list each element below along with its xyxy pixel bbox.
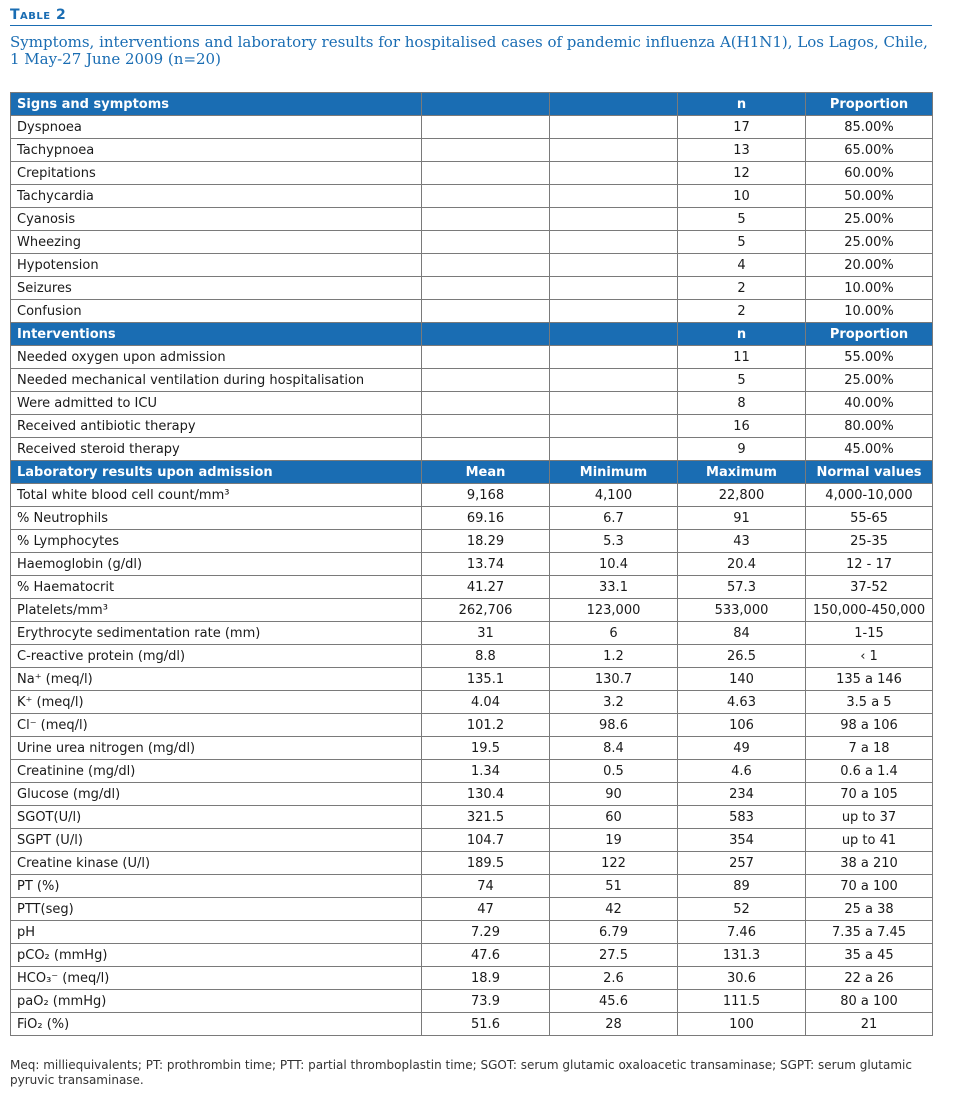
cell-value: up to 41: [806, 829, 933, 852]
cell-value: 122: [550, 852, 678, 875]
section-title: Signs and symptoms: [11, 93, 422, 116]
cell-value: 70 a 100: [806, 875, 933, 898]
cell-value: 135.1: [422, 668, 550, 691]
cell-value: 16: [678, 415, 806, 438]
cell-value: [550, 369, 678, 392]
cell-value: 583: [678, 806, 806, 829]
cell-value: 65.00%: [806, 139, 933, 162]
cell-value: 49: [678, 737, 806, 760]
section-title: Interventions: [11, 323, 422, 346]
cell-value: 13: [678, 139, 806, 162]
cell-value: 47.6: [422, 944, 550, 967]
cell-value: 41.27: [422, 576, 550, 599]
cell-value: 69.16: [422, 507, 550, 530]
cell-value: 9: [678, 438, 806, 461]
cell-value: 98.6: [550, 714, 678, 737]
cell-value: 257: [678, 852, 806, 875]
cell-value: 20.4: [678, 553, 806, 576]
cell-value: 150,000-450,000: [806, 599, 933, 622]
column-header: n: [678, 93, 806, 116]
cell-value: [422, 300, 550, 323]
table-row: [11, 162, 933, 185]
row-label: Seizures: [11, 277, 422, 300]
cell-value: 135 a 146: [806, 668, 933, 691]
cell-value: [550, 208, 678, 231]
cell-value: 234: [678, 783, 806, 806]
cell-value: 37-52: [806, 576, 933, 599]
table-row: [11, 990, 933, 1013]
column-header: [550, 323, 678, 346]
cell-value: 35 a 45: [806, 944, 933, 967]
cell-value: ‹ 1: [806, 645, 933, 668]
cell-value: 45.00%: [806, 438, 933, 461]
cell-value: 4.04: [422, 691, 550, 714]
table-row: [11, 737, 933, 760]
cell-value: 4: [678, 254, 806, 277]
cell-value: [550, 162, 678, 185]
cell-value: 4.63: [678, 691, 806, 714]
cell-value: [550, 116, 678, 139]
table-row: [11, 691, 933, 714]
row-label: Confusion: [11, 300, 422, 323]
cell-value: 6.7: [550, 507, 678, 530]
table-row: [11, 783, 933, 806]
cell-value: 140: [678, 668, 806, 691]
row-label: Total white blood cell count/mm³: [11, 484, 422, 507]
cell-value: 55.00%: [806, 346, 933, 369]
row-label: % Lymphocytes: [11, 530, 422, 553]
cell-value: 38 a 210: [806, 852, 933, 875]
row-label: Erythrocyte sedimentation rate (mm): [11, 622, 422, 645]
cell-value: 10.00%: [806, 300, 933, 323]
column-header: Normal values: [806, 461, 933, 484]
row-label: Urine urea nitrogen (mg/dl): [11, 737, 422, 760]
cell-value: [422, 185, 550, 208]
title-rule: [10, 25, 932, 26]
cell-value: 45.6: [550, 990, 678, 1013]
row-label: Creatine kinase (U/l): [11, 852, 422, 875]
cell-value: 74: [422, 875, 550, 898]
table-row: [11, 806, 933, 829]
cell-value: [422, 369, 550, 392]
table-row: [11, 645, 933, 668]
row-label: PT (%): [11, 875, 422, 898]
cell-value: 89: [678, 875, 806, 898]
table-row: [11, 714, 933, 737]
table-row: [11, 507, 933, 530]
table-row: [11, 829, 933, 852]
row-label: pH: [11, 921, 422, 944]
section-title: Laboratory results upon admission: [11, 461, 422, 484]
cell-value: 19.5: [422, 737, 550, 760]
column-header: n: [678, 323, 806, 346]
cell-value: 101.2: [422, 714, 550, 737]
cell-value: 55-65: [806, 507, 933, 530]
table-row: [11, 576, 933, 599]
table-row: [11, 415, 933, 438]
table-row: [11, 760, 933, 783]
row-label: FiO₂ (%): [11, 1013, 422, 1036]
cell-value: 98 a 106: [806, 714, 933, 737]
cell-value: 25.00%: [806, 231, 933, 254]
cell-value: 31: [422, 622, 550, 645]
row-label: Crepitations: [11, 162, 422, 185]
row-label: PTT(seg): [11, 898, 422, 921]
cell-value: 27.5: [550, 944, 678, 967]
table-row: [11, 852, 933, 875]
cell-value: 12 - 17: [806, 553, 933, 576]
cell-value: 130.7: [550, 668, 678, 691]
cell-value: 7.29: [422, 921, 550, 944]
cell-value: 85.00%: [806, 116, 933, 139]
table-row: [11, 668, 933, 691]
row-label: Were admitted to ICU: [11, 392, 422, 415]
cell-value: 18.29: [422, 530, 550, 553]
row-label: SGOT(U/l): [11, 806, 422, 829]
cell-value: 5: [678, 208, 806, 231]
row-label: Na⁺ (meq/l): [11, 668, 422, 691]
cell-value: 50.00%: [806, 185, 933, 208]
table-row: [11, 898, 933, 921]
cell-value: [422, 415, 550, 438]
cell-value: [422, 392, 550, 415]
cell-value: 0.5: [550, 760, 678, 783]
cell-value: 4,100: [550, 484, 678, 507]
table-row: [11, 622, 933, 645]
column-header: Maximum: [678, 461, 806, 484]
row-label: K⁺ (meq/l): [11, 691, 422, 714]
row-label: SGPT (U/l): [11, 829, 422, 852]
cell-value: 26.5: [678, 645, 806, 668]
table-row: [11, 185, 933, 208]
cell-value: 6.79: [550, 921, 678, 944]
cell-value: 2.6: [550, 967, 678, 990]
cell-value: 5: [678, 369, 806, 392]
row-label: Tachypnoea: [11, 139, 422, 162]
cell-value: 42: [550, 898, 678, 921]
cell-value: 12: [678, 162, 806, 185]
cell-value: 52: [678, 898, 806, 921]
row-label: pCO₂ (mmHg): [11, 944, 422, 967]
table-row: [11, 530, 933, 553]
table-row: [11, 1013, 933, 1036]
cell-value: 2: [678, 277, 806, 300]
cell-value: 1.34: [422, 760, 550, 783]
cell-value: 4.6: [678, 760, 806, 783]
cell-value: 533,000: [678, 599, 806, 622]
cell-value: 5.3: [550, 530, 678, 553]
cell-value: [550, 185, 678, 208]
cell-value: 22,800: [678, 484, 806, 507]
cell-value: 30.6: [678, 967, 806, 990]
section-header-row: [11, 93, 933, 116]
cell-value: 25-35: [806, 530, 933, 553]
cell-value: 1-15: [806, 622, 933, 645]
column-header: Proportion: [806, 323, 933, 346]
row-label: Dyspnoea: [11, 116, 422, 139]
row-label: Tachycardia: [11, 185, 422, 208]
cell-value: [550, 139, 678, 162]
row-label: Needed oxygen upon admission: [11, 346, 422, 369]
cell-value: 3.2: [550, 691, 678, 714]
cell-value: 80 a 100: [806, 990, 933, 1013]
cell-value: 10.4: [550, 553, 678, 576]
table-row: [11, 139, 933, 162]
row-label: % Neutrophils: [11, 507, 422, 530]
cell-value: 25.00%: [806, 369, 933, 392]
cell-value: 80.00%: [806, 415, 933, 438]
cell-value: 73.9: [422, 990, 550, 1013]
row-label: C-reactive protein (mg/dl): [11, 645, 422, 668]
cell-value: 90: [550, 783, 678, 806]
cell-value: 0.6 a 1.4: [806, 760, 933, 783]
column-header: Proportion: [806, 93, 933, 116]
table-row: [11, 208, 933, 231]
table-row: [11, 553, 933, 576]
section-header-row: [11, 323, 933, 346]
cell-value: [422, 139, 550, 162]
table-row: [11, 921, 933, 944]
row-label: paO₂ (mmHg): [11, 990, 422, 1013]
cell-value: 19: [550, 829, 678, 852]
row-label: Creatinine (mg/dl): [11, 760, 422, 783]
cell-value: [550, 438, 678, 461]
cell-value: 4,000-10,000: [806, 484, 933, 507]
cell-value: 7 a 18: [806, 737, 933, 760]
row-label: Received antibiotic therapy: [11, 415, 422, 438]
cell-value: 7.35 a 7.45: [806, 921, 933, 944]
cell-value: [550, 392, 678, 415]
column-header: [422, 93, 550, 116]
cell-value: [550, 231, 678, 254]
table-label: Table 2: [10, 7, 67, 23]
cell-value: 354: [678, 829, 806, 852]
table-row: [11, 369, 933, 392]
table-row: [11, 231, 933, 254]
row-label: Cyanosis: [11, 208, 422, 231]
cell-value: 25 a 38: [806, 898, 933, 921]
row-label: Cl⁻ (meq/l): [11, 714, 422, 737]
cell-value: 10: [678, 185, 806, 208]
cell-value: 60.00%: [806, 162, 933, 185]
table-row: [11, 438, 933, 461]
cell-value: 189.5: [422, 852, 550, 875]
table-title-block: [10, 6, 932, 68]
cell-value: 8.4: [550, 737, 678, 760]
cell-value: 8.8: [422, 645, 550, 668]
cell-value: [550, 415, 678, 438]
section-header-row: [11, 461, 933, 484]
table-row: [11, 944, 933, 967]
cell-value: 111.5: [678, 990, 806, 1013]
table-row: [11, 116, 933, 139]
cell-value: 1.2: [550, 645, 678, 668]
row-label: Hypotension: [11, 254, 422, 277]
cell-value: 13.74: [422, 553, 550, 576]
cell-value: 25.00%: [806, 208, 933, 231]
cell-value: 131.3: [678, 944, 806, 967]
cell-value: [422, 254, 550, 277]
cell-value: 321.5: [422, 806, 550, 829]
cell-value: [422, 162, 550, 185]
cell-value: [422, 277, 550, 300]
cell-value: 70 a 105: [806, 783, 933, 806]
row-label: Platelets/mm³: [11, 599, 422, 622]
cell-value: [422, 438, 550, 461]
cell-value: 11: [678, 346, 806, 369]
cell-value: 51: [550, 875, 678, 898]
cell-value: 123,000: [550, 599, 678, 622]
cell-value: [422, 346, 550, 369]
results-table: [10, 92, 933, 1036]
cell-value: 60: [550, 806, 678, 829]
cell-value: [550, 254, 678, 277]
cell-value: 20.00%: [806, 254, 933, 277]
table-row: [11, 300, 933, 323]
table-row: [11, 875, 933, 898]
cell-value: 43: [678, 530, 806, 553]
cell-value: up to 37: [806, 806, 933, 829]
cell-value: [422, 208, 550, 231]
cell-value: 3.5 a 5: [806, 691, 933, 714]
cell-value: 17: [678, 116, 806, 139]
table-caption: Symptoms, interventions and laboratory results for hospitalised cases of pandemic influenza A(H1N1), Los Lagos, Chile, 1 May-27 June 2009 (n=20): [10, 33, 928, 68]
cell-value: 262,706: [422, 599, 550, 622]
table-row: [11, 254, 933, 277]
cell-value: [422, 231, 550, 254]
cell-value: 33.1: [550, 576, 678, 599]
cell-value: 8: [678, 392, 806, 415]
cell-value: 28: [550, 1013, 678, 1036]
row-label: Haemoglobin (g/dl): [11, 553, 422, 576]
table-row: [11, 392, 933, 415]
cell-value: 47: [422, 898, 550, 921]
cell-value: 100: [678, 1013, 806, 1036]
table-row: [11, 277, 933, 300]
row-label: Needed mechanical ventilation during hospitalisation: [11, 369, 422, 392]
cell-value: 106: [678, 714, 806, 737]
cell-value: 84: [678, 622, 806, 645]
column-header: [550, 93, 678, 116]
cell-value: [550, 277, 678, 300]
cell-value: 21: [806, 1013, 933, 1036]
cell-value: 2: [678, 300, 806, 323]
cell-value: 9,168: [422, 484, 550, 507]
column-header: [422, 323, 550, 346]
cell-value: 130.4: [422, 783, 550, 806]
cell-value: 5: [678, 231, 806, 254]
cell-value: 57.3: [678, 576, 806, 599]
row-label: HCO₃⁻ (meq/l): [11, 967, 422, 990]
results-table-body: [11, 93, 933, 1036]
row-label: Wheezing: [11, 231, 422, 254]
cell-value: [550, 346, 678, 369]
cell-value: 51.6: [422, 1013, 550, 1036]
table-row: [11, 484, 933, 507]
column-header: Mean: [422, 461, 550, 484]
table-row: [11, 346, 933, 369]
cell-value: 40.00%: [806, 392, 933, 415]
cell-value: 18.9: [422, 967, 550, 990]
cell-value: 7.46: [678, 921, 806, 944]
cell-value: [422, 116, 550, 139]
table-row: [11, 967, 933, 990]
cell-value: [550, 300, 678, 323]
column-header: Minimum: [550, 461, 678, 484]
cell-value: 104.7: [422, 829, 550, 852]
row-label: Glucose (mg/dl): [11, 783, 422, 806]
cell-value: 6: [550, 622, 678, 645]
cell-value: 22 a 26: [806, 967, 933, 990]
row-label: % Haematocrit: [11, 576, 422, 599]
table-row: [11, 599, 933, 622]
cell-value: 10.00%: [806, 277, 933, 300]
row-label: Received steroid therapy: [11, 438, 422, 461]
footnote: Meq: milliequivalents; PT: prothrombin time; PTT: partial thromboplastin time; SGOT: serum glutamic oxaloacetic transaminase; SGPT: serum glutamic pyruvic transaminase.: [10, 1058, 912, 1087]
cell-value: 91: [678, 507, 806, 530]
